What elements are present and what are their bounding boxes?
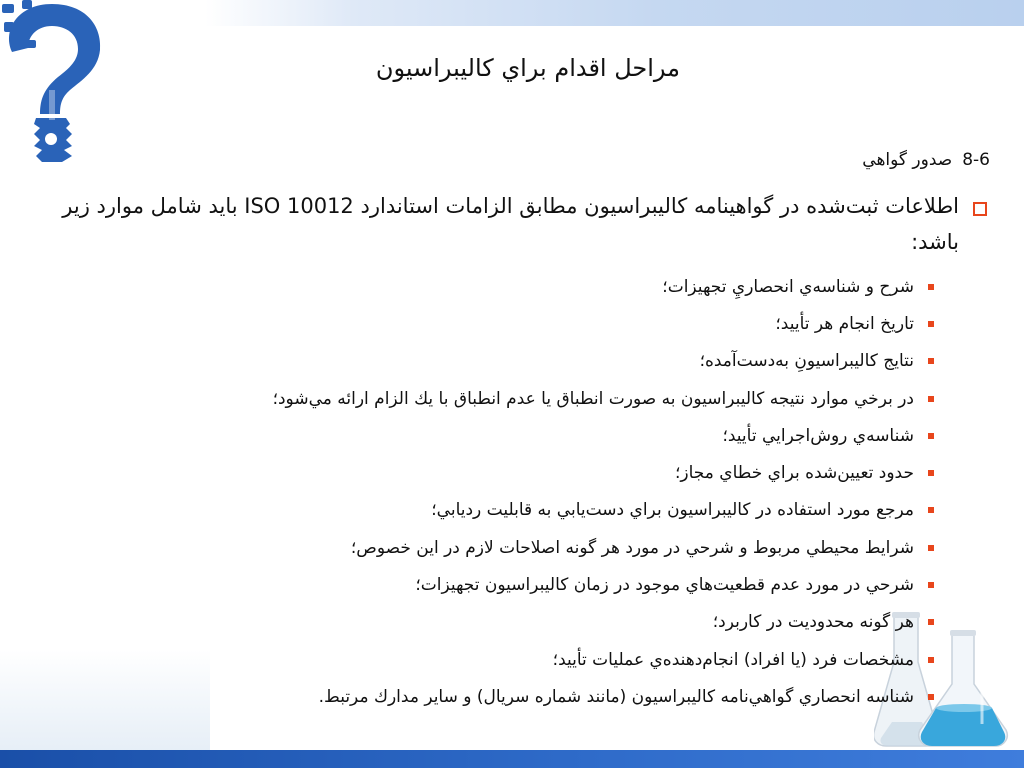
list-item-text: هر گونه محدوديت در كاربرد؛ [712, 612, 914, 633]
list-item-text: در برخي موارد نتيجه كاليبراسيون به صورت انطباق يا عدم انطباق با يك الزام ارائه مي‌شود؛ [272, 388, 914, 409]
list-item-text: حدود تعيين‌شده براي خطاي مجاز؛ [675, 463, 914, 484]
square-bullet-icon [928, 396, 934, 402]
question-mark-gear-logo [0, 0, 110, 165]
square-bullet-icon [928, 470, 934, 476]
square-bullet-icon [928, 284, 934, 290]
list-item-text: شناسه‌ي روش‌اجرايي تأييد؛ [722, 425, 914, 446]
list-item-text: شناسه انحصاري گواهي‌نامه كاليبراسيون (مانند شماره سريال) و ساير مدارك مرتبط. [318, 686, 914, 707]
list-item [150, 641, 934, 678]
section-label: صدور گواهي [862, 150, 953, 170]
list-item [150, 417, 934, 454]
list-item-text: تاريخ انجام هر تأييد؛ [775, 313, 914, 334]
square-bullet-icon [928, 358, 934, 364]
list-item [150, 604, 934, 641]
square-bullet-icon [928, 433, 934, 439]
list-item [150, 380, 934, 417]
intro-paragraph [52, 188, 987, 260]
list-item [150, 566, 934, 603]
square-bullet-icon [928, 657, 934, 663]
list-item-text: مشخصات فرد (يا افراد) انجام‌دهنده‌ي عمليات تأييد؛ [552, 649, 914, 670]
section-heading [862, 150, 990, 170]
square-bullet-icon [928, 507, 934, 513]
square-bullet-icon [928, 545, 934, 551]
top-decor-bar [205, 0, 1024, 26]
list-item-text: شرح و شناسه‌ي انحصاريِ تجهيزات؛ [662, 276, 914, 297]
intro-text: اطلاعات ثبت‌شده در گواهينامه كاليبراسيون مطابق الزامات استاندارد ISO 10012 بايد شامل موارد زير باشد: [62, 194, 959, 254]
page-title: مراحل اقدام براي كاليبراسيون [375, 54, 680, 82]
section-number: 8-6 [962, 150, 990, 170]
square-bullet-icon [928, 694, 934, 700]
list-item-text: نتايج كاليبراسيونِ به‌دست‌آمده؛ [699, 351, 914, 372]
square-bullet-icon [928, 321, 934, 327]
list-item-text: شرايط محيطي مربوط و شرحي در مورد هر گونه اصلاحات لازم در اين خصوص؛ [350, 537, 914, 558]
square-bullet-icon [928, 619, 934, 625]
square-bullet-icon [928, 582, 934, 588]
list-item [150, 268, 934, 305]
list-item-text: شرحي در مورد عدم قطعيت‌هاي موجود در زمان كاليبراسيون تجهيزات؛ [415, 575, 914, 596]
list-item [150, 529, 934, 566]
list-item [150, 492, 934, 529]
list-item [150, 343, 934, 380]
list-item-text: مرجع مورد استفاده در كاليبراسيون براي دست‌يابي به قابليت رديابي؛ [431, 500, 914, 521]
requirements-list [150, 268, 934, 716]
list-item [150, 305, 934, 342]
hollow-square-bullet-icon [973, 202, 987, 216]
list-item [150, 678, 934, 715]
bottom-decor-band [0, 750, 1024, 768]
list-item [150, 454, 934, 491]
